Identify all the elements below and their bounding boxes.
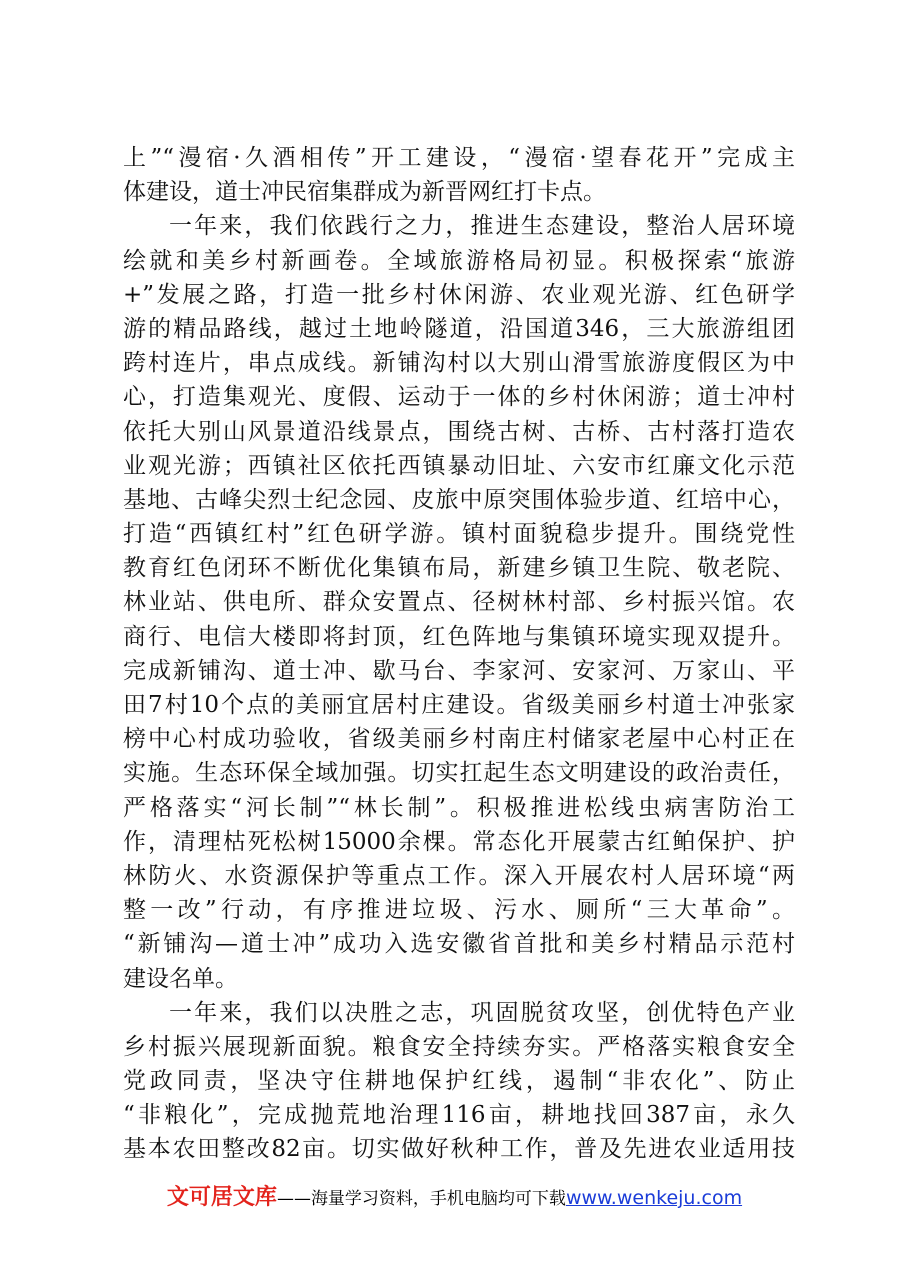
text-line: 依托大别山风景道沿线景点，围绕古树、古桥、古村落打造农 bbox=[123, 418, 795, 445]
text-line: 基本农田整改82亩。切实做好秋种工作，普及先进农业适用技 bbox=[123, 1136, 795, 1163]
footer-description: ——海量学习资料，手机电脑均可下载 bbox=[276, 1189, 566, 1209]
text-line: 游的精品路线，越过土地岭隧道，沿国道346，三大旅游组团 bbox=[123, 315, 795, 342]
text-line: 业观光游；西镇社区依托西镇暴动旧址、六安市红廉文化示范 bbox=[123, 452, 795, 479]
text-line: 严格落实“河长制”“林长制”。积极推进松线虫病害防治工 bbox=[123, 794, 795, 821]
text-line: 田7村10个点的美丽宜居村庄建设。省级美丽乡村道士冲张家 bbox=[123, 692, 795, 718]
text-line: 完成新铺沟、道士冲、歇马台、李家河、安家河、万家山、平 bbox=[123, 657, 795, 684]
text-line: 跨村连片，串点成线。新铺沟村以大别山滑雪旅游度假区为中 bbox=[123, 350, 795, 377]
text-line: 作，清理枯死松树15000余棵。常态化开展蒙古红鲌保护、护 bbox=[123, 828, 795, 855]
text-line: 基地、古峰尖烈士纪念园、皮旅中原突围体验步道、红培中心， bbox=[123, 486, 795, 513]
text-line: 心，打造集观光、度假、运动于一体的乡村休闲游；道士冲村 bbox=[123, 384, 795, 411]
text-line: 商行、电信大楼即将封顶，红色阵地与集镇环境实现双提升。 bbox=[123, 623, 795, 650]
text-line: 建设名单。 bbox=[123, 965, 238, 992]
text-line: 一年来，我们依践行之力，推进生态建设，整治人居环境 bbox=[169, 213, 795, 240]
text-line: 绘就和美乡村新画卷。全域旅游格局初显。积极探索“旅游 bbox=[123, 247, 795, 274]
text-line: 上”“漫宿·久酒相传”开工建设，“漫宿·望春花开”完成主 bbox=[123, 145, 795, 171]
text-line: 榜中心村成功验收，省级美丽乡村南庄村储家老屋中心村正在 bbox=[123, 726, 795, 753]
text-line: 体建设，道士冲民宿集群成为新晋网红打卡点。 bbox=[123, 179, 606, 206]
text-line: 一年来，我们以决胜之志，巩固脱贫攻坚，创优特色产业 bbox=[169, 999, 795, 1026]
text-line: 林业站、供电所、群众安置点、径树林村部、乡村振兴馆。农 bbox=[123, 589, 795, 616]
text-line: 乡村振兴展现新面貌。粮食安全持续夯实。严格落实粮食安全 bbox=[123, 1033, 795, 1060]
footer-brand: 文可居文库 bbox=[166, 1185, 277, 1210]
text-line: “非粮化”，完成抛荒地治理116亩，耕地找回387亩，永久 bbox=[123, 1102, 795, 1129]
footer-banner bbox=[0, 1180, 909, 1211]
text-line: 党政同责，坚决守住耕地保护红线，遏制“非农化”、防止 bbox=[123, 1068, 795, 1095]
text-line: 打造“西镇红村”红色研学游。镇村面貌稳步提升。围绕党性 bbox=[123, 521, 795, 548]
text-line: 林防火、水资源保护等重点工作。深入开展农村人居环境“两 bbox=[123, 862, 795, 889]
document-body bbox=[123, 141, 795, 1167]
text-line: “新铺沟—道士冲”成功入选安徽省首批和美乡村精品示范村 bbox=[123, 931, 795, 958]
text-line: +”发展之路，打造一批乡村休闲游、农业观光游、红色研学 bbox=[123, 281, 795, 308]
text-line: 教育红色闭环不断优化集镇布局，新建乡镇卫生院、敬老院、 bbox=[123, 555, 795, 582]
footer-website-link[interactable]: www.wenkeju.com bbox=[565, 1187, 743, 1209]
text-line: 整一改”行动，有序推进垃圾、污水、厕所“三大革命”。 bbox=[123, 897, 795, 924]
text-line: 实施。生态环保全域加强。切实扛起生态文明建设的政治责任， bbox=[123, 760, 795, 787]
